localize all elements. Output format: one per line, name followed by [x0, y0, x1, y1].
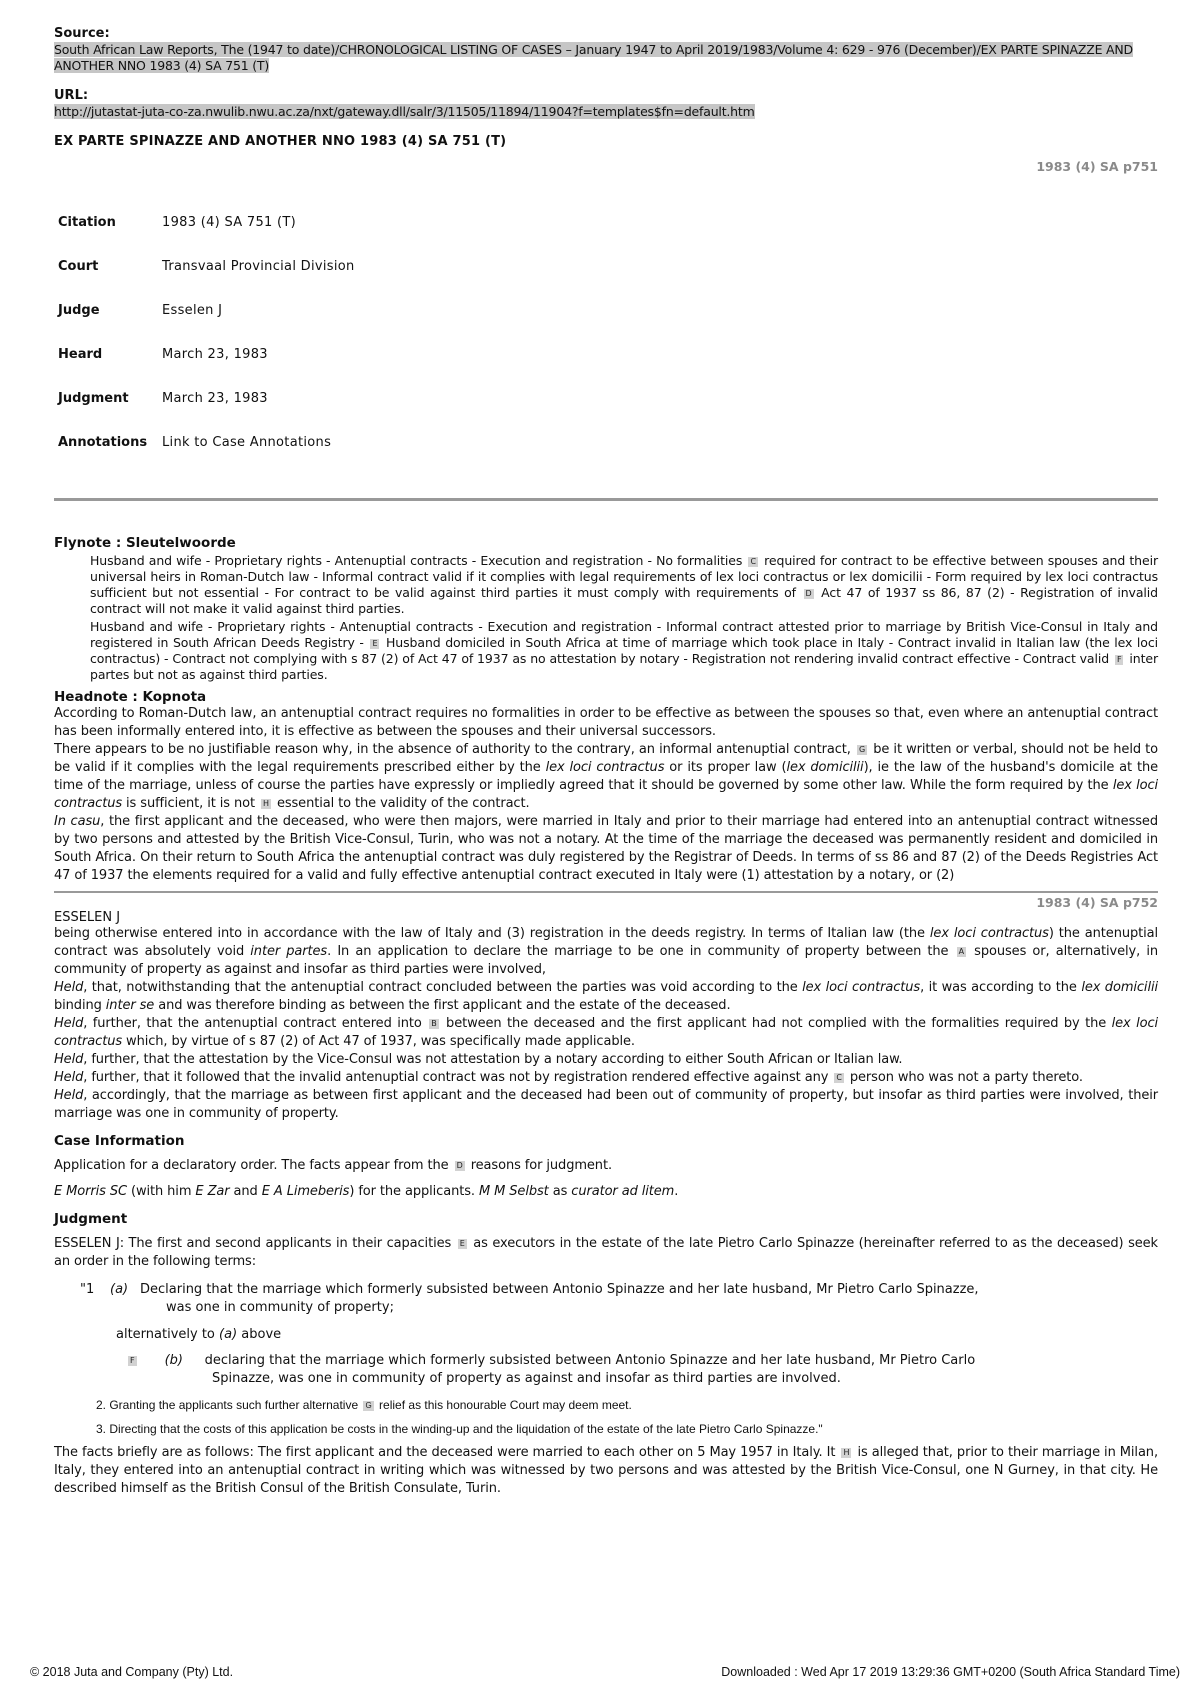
flynote-body — [90, 553, 1158, 683]
source-block — [54, 26, 1158, 74]
margin-letter: H — [262, 799, 269, 808]
meta-row-court: Court Transvaal Provincial Division — [58, 258, 355, 274]
flynote-paragraph: Husband and wife - Proprietary rights - Antenuptial contracts - Execution and registration - No formalities C required for contract to be effective between spouses and their universal heirs in Roman-Dutch law - Informal contract valid if it complies with legal requirements of lex loci contractus or lex domicilii - Form required by lex loci contractus sufficient but not essential - For contract to be valid against third parties it must comply with requirements of D Act 47 of 1937 ss 86, 87 (2) - Registration of invalid contract will not make it valid against third parties. — [90, 553, 1158, 616]
margin-letter: D — [456, 1161, 463, 1170]
margin-letter: C — [750, 557, 756, 566]
page-footer — [30, 1665, 1180, 1679]
margin-letter: D — [805, 589, 812, 598]
judgment-paragraph: The facts briefly are as follows: The first applicant and the deceased were married to each other on 5 May 1957 in Italy. It H is alleged that, prior to their marriage in Milan, Italy, they entered into an antenuptial contract in writing which was witnessed by two persons and was attested by the British Vice-Consul, one N Gurney, in that city. He described himself as the British Consul of the British Consulate, Turin. — [54, 1445, 1158, 1496]
annotations-link[interactable]: Link to Case Annotations — [162, 434, 332, 450]
flynote-heading: Flynote : Sleutelwoorde — [54, 535, 236, 551]
copyright-text: © 2018 Juta and Company (Pty) Ltd. — [30, 1665, 234, 1679]
margin-letter: F — [1116, 655, 1122, 664]
order-item-2: 2. Granting the applicants such further alternative G relief as this honourable Court may deem meet. — [96, 1398, 632, 1412]
margin-letter: G — [365, 1401, 372, 1410]
page-divider — [54, 891, 1158, 893]
order-item-3: 3. Directing that the costs of this application be costs in the winding-up and the liquidation of the estate of the late Pietro Carlo Spinazze." — [96, 1422, 823, 1436]
held-paragraph: Held, further, that the antenuptial contract entered into B between the deceased and the first applicant had not complied with the formalities required by the lex loci contractus which, by virtue of s 87 (2) of Act 47 of 1937, was specifically made applicable. — [54, 1016, 1159, 1049]
meta-row-judge: Judge Esselen J — [58, 302, 223, 318]
headnote-paragraph: being otherwise entered into in accordance with the law of Italy and (3) registration in the deeds registry. In terms of Italian law (the lex loci contractus) the antenuptial contract was absolutely void inter partes. In an application to declare the marriage to be one in community of property between the A spouses or, alternatively, in community of property as against and insofar as third parties were involved, — [54, 926, 1159, 977]
page-reference: 1983 (4) SA p751 — [1036, 159, 1158, 174]
held-paragraph: Held, further, that the attestation by the Vice-Consul was not attestation by a notary according to either South African or Italian law. — [54, 1052, 903, 1067]
flynote-paragraph: Husband and wife - Proprietary rights - Antenuptial contracts - Execution and registration - Informal contract attested prior to marriage by British Vice-Consul in Italy and registered in South African Deeds Registry - E Husband domiciled in South Africa at time of marriage which took place in Italy - Contract invalid in Italian law (the lex loci contractus) - Contract not complying with s 87 (2) of Act 47 of 1937 as no attestation by notary - Registration not rendering invalid contract effective - Contract valid F inter partes but not as against third parties. — [90, 619, 1159, 682]
margin-letter: C — [836, 1073, 842, 1082]
judgment-paragraph: ESSELEN J: The first and second applicants in their capacities E as executors in the estate of the late Pietro Carlo Spinazze (hereinafter referred to as the deceased) seek an order in the following terms: — [54, 1236, 1158, 1269]
case-information-heading: Case Information — [54, 1133, 185, 1149]
running-header-judge: ESSELEN J — [54, 910, 121, 925]
margin-letter: B — [431, 1019, 437, 1028]
case-metadata-table — [58, 200, 355, 464]
order-item-1b: F (b) declaring that the marriage which formerly subsisted between Antonio Spinazze and her late husband, Mr Pietro Carlo Spinazze, was one in community of property as against and insofar as third parties are involved. — [130, 1353, 976, 1386]
margin-letter: E — [372, 639, 378, 648]
case-information-paragraph: Application for a declaratory order. The facts appear from the D reasons for judgment. — [54, 1158, 612, 1173]
meta-row-heard: Heard March 23, 1983 — [58, 346, 268, 362]
held-paragraph: Held, accordingly, that the marriage as between first applicant and the deceased had been out of community of property, but insofar as third parties were involved, their marriage was one in community of property. — [54, 1088, 1158, 1121]
counsel-paragraph: E Morris SC (with him E Zar and E A Limeberis) for the applicants. M M Selbst as curator ad litem. — [54, 1184, 679, 1199]
headnote-paragraph: In casu, the first applicant and the deceased, who were then majors, were married in Italy and prior to their marriage had entered into an antenuptial contract witnessed by two persons and attested by the British Vice-Consul, Turin, who was not a notary. At the time of the marriage the deceased was permanently resident and domiciled in South Africa. On their return to South Africa the antenuptial contract was duly registered by the Registrar of Deeds. In terms of ss 86 and 87 (2) of the Deeds Registries Act 47 of 1937 the elements required for a valid and fully effective antenuptial contract executed in Italy were (1) attestation by a notary, or (2) — [54, 814, 1158, 883]
source-label: Source: — [54, 26, 110, 41]
url-label: URL: — [54, 88, 89, 103]
margin-letter: H — [843, 1448, 850, 1457]
headnote-paragraph: There appears to be no justifiable reason why, in the absence of authority to the contrary, an informal antenuptial contract, G be it written or verbal, should not be held to be valid if it complies with the legal requirements prescribed either by the lex loci contractus or its proper law (lex domicilii), ie the law of the husband's domicile at the time of the marriage, unless of course the parties have expressly or impliedly agreed that it should be governed by some other law. While the form required by the lex loci contractus is sufficient, it is not H essential to the validity of the contract. — [54, 742, 1159, 811]
order-item-1a: "1 (a) Declaring that the marriage which formerly subsisted between Antonio Spinazze and her late husband, Mr Pietro Carlo Spinazze, was one in community of property; — [80, 1282, 979, 1315]
meta-row-judgment: Judgment March 23, 1983 — [58, 390, 268, 406]
held-paragraph: Held, further, that it followed that the invalid antenuptial contract was not by registration rendered effective against any C person who was not a party thereto. — [54, 1070, 1083, 1085]
judgment-heading: Judgment — [54, 1211, 128, 1227]
url-block — [54, 88, 1158, 120]
document-page — [54, 26, 1158, 1498]
case-title: EX PARTE SPINAZZE AND ANOTHER NNO 1983 (4) SA 751 (T) — [54, 134, 507, 149]
margin-letter: E — [459, 1239, 465, 1248]
meta-row-citation: Citation 1983 (4) SA 751 (T) — [58, 214, 297, 230]
headnote-heading: Headnote : Kopnota — [54, 689, 207, 705]
margin-letter: G — [858, 745, 866, 754]
margin-letter: F — [130, 1356, 135, 1365]
order-alternative: alternatively to (a) above — [116, 1327, 282, 1342]
margin-letter: A — [958, 947, 964, 956]
page-reference: 1983 (4) SA p752 — [1036, 895, 1158, 910]
url-link[interactable]: http://jutastat-juta-co-za.nwulib.nwu.ac.za/nxt/gateway.dll/salr/3/11505/11894/11904?f=templates$fn=default.htm — [54, 104, 755, 119]
download-timestamp: Downloaded : Wed Apr 17 2019 13:29:36 GMT+0200 (South Africa Standard Time) — [721, 1665, 1180, 1679]
headnote-paragraph: According to Roman-Dutch law, an antenuptial contract requires no formalities in order to be effective as between the spouses so that, even where an antenuptial contract has been informally entered into, it is effective as between the spouses and their universal successors. — [54, 706, 1158, 739]
section-divider — [54, 498, 1158, 501]
held-paragraph: Held, that, notwithstanding that the antenuptial contract concluded between the parties was void according to the lex loci contractus, it was according to the lex domicilii binding inter se and was therefore binding as between the first applicant and the estate of the deceased. — [54, 980, 1158, 1013]
source-text: South African Law Reports, The (1947 to date)/CHRONOLOGICAL LISTING OF CASES – January 1947 to April 2019/1983/Volume 4: 629 - 976 (December)/EX PARTE SPINAZZE AND ANOTHER NNO 1983 (4) SA 751 (T) — [54, 42, 1133, 73]
meta-row-annotations: Annotations Link to Case Annotations — [58, 420, 355, 464]
